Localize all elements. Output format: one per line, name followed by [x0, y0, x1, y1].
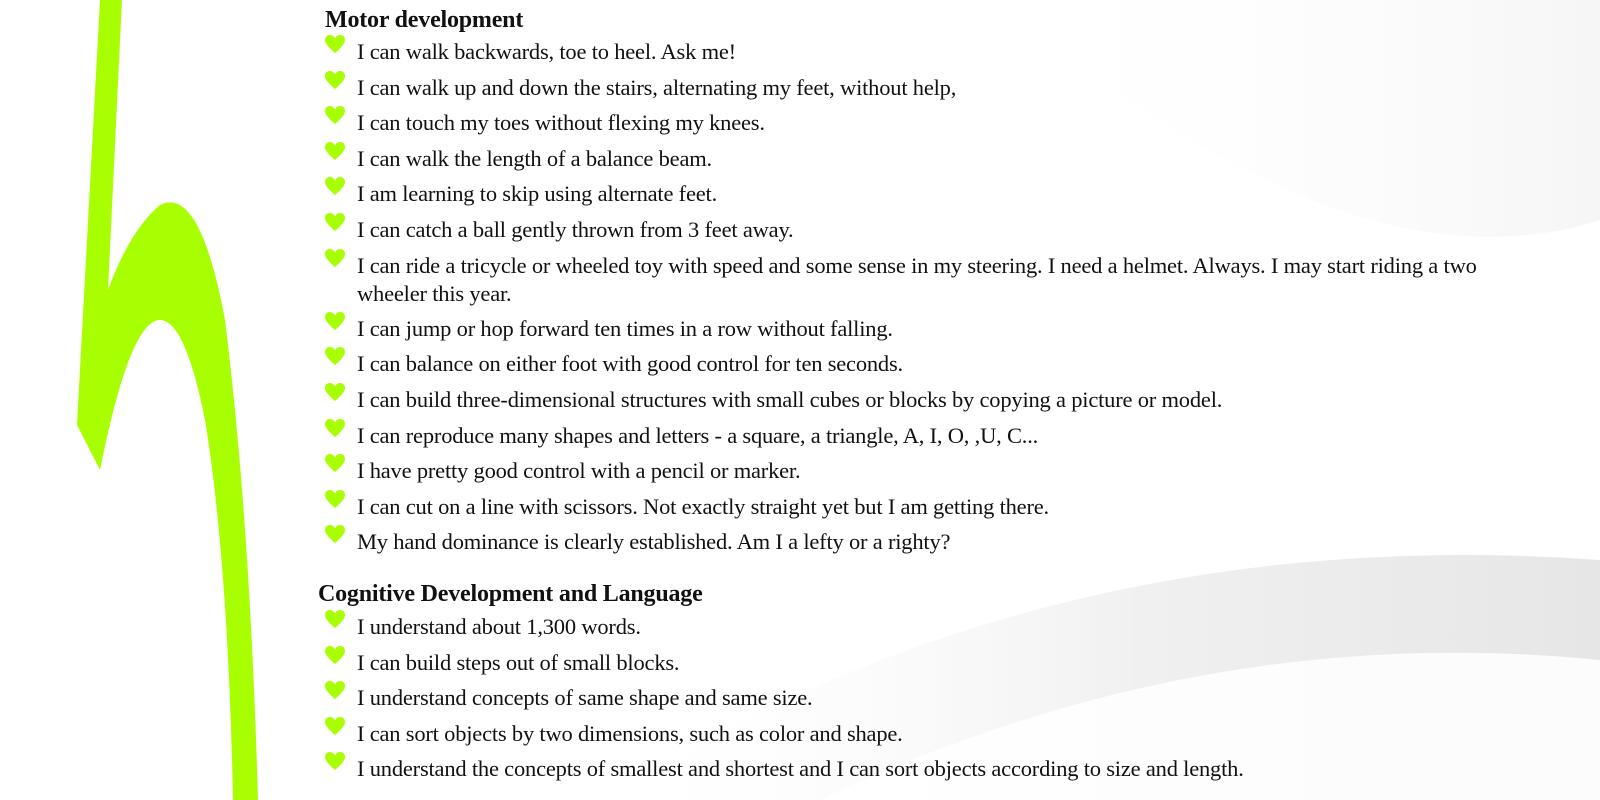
- milestone-text: I can walk backwards, toe to heel. Ask me!: [357, 39, 736, 64]
- milestone-text: I can cut on a line with scissors. Not exactly straight yet but I am getting there.: [357, 493, 1049, 519]
- heart-icon: [325, 382, 345, 402]
- milestone-text: I can reproduce many shapes and letters - a square, a triangle, A, I, O, ,U, C...: [357, 422, 1039, 448]
- heart-icon: [325, 346, 345, 366]
- heart-icon: [325, 609, 345, 629]
- heart-icon: [325, 418, 345, 438]
- milestone-text: I understand the concepts of smallest and shortest and I can sort objects according to size and length.: [357, 756, 1244, 782]
- milestone-text: I have pretty good control with a pencil or marker.: [357, 458, 801, 484]
- heart-icon: [325, 248, 345, 268]
- milestone-text: I can walk up and down the stairs, alternating my feet, without help,: [357, 74, 957, 100]
- milestone-text: I can ride a tricycle or wheeled toy with speed and some sense in my steering. I need a helmet. Always. I may start riding a two wheeler this year.: [357, 252, 1477, 306]
- milestone-text: I can build three-dimensional structures with small cubes or blocks by copying a picture or model.: [357, 386, 1223, 412]
- heart-icon: [325, 645, 345, 665]
- milestone-text: I am learning to skip using alternate feet.: [357, 181, 718, 207]
- milestone-text: I can catch a ball gently thrown from 3 feet away.: [357, 217, 794, 242]
- heart-icon: [325, 524, 345, 544]
- heart-icon: [325, 311, 345, 331]
- section-heading: Motor development: [325, 7, 524, 33]
- heart-icon: [325, 212, 345, 232]
- milestone-text: My hand dominance is clearly established. Am I a lefty or a righty?: [357, 529, 951, 555]
- milestone-text: I can touch my toes without flexing my knees.: [357, 110, 765, 136]
- milestone-text: I can sort objects by two dimensions, such as color and shape.: [357, 720, 903, 746]
- milestone-text: I can jump or hop forward ten times in a row without falling.: [357, 315, 893, 341]
- heart-icon: [325, 453, 345, 473]
- heart-icon: [325, 751, 345, 771]
- milestone-text: I understand concepts of same shape and same size.: [357, 685, 813, 711]
- milestone-text: I understand about 1,300 words.: [357, 614, 641, 639]
- heart-icon: [325, 489, 345, 509]
- heart-icon: [325, 70, 345, 90]
- section-heading: Cognitive Development and Language: [318, 581, 703, 607]
- heart-icon: [325, 34, 345, 54]
- heart-icon: [325, 141, 345, 161]
- milestone-text: I can walk the length of a balance beam.: [357, 145, 712, 171]
- heart-icon: [325, 105, 345, 125]
- heart-icon: [325, 176, 345, 196]
- heart-icon: [325, 716, 345, 736]
- milestone-text: I can build steps out of small blocks.: [357, 649, 680, 675]
- heart-icon: [325, 680, 345, 700]
- milestone-text: I can balance on either foot with good control for ten seconds.: [357, 351, 903, 377]
